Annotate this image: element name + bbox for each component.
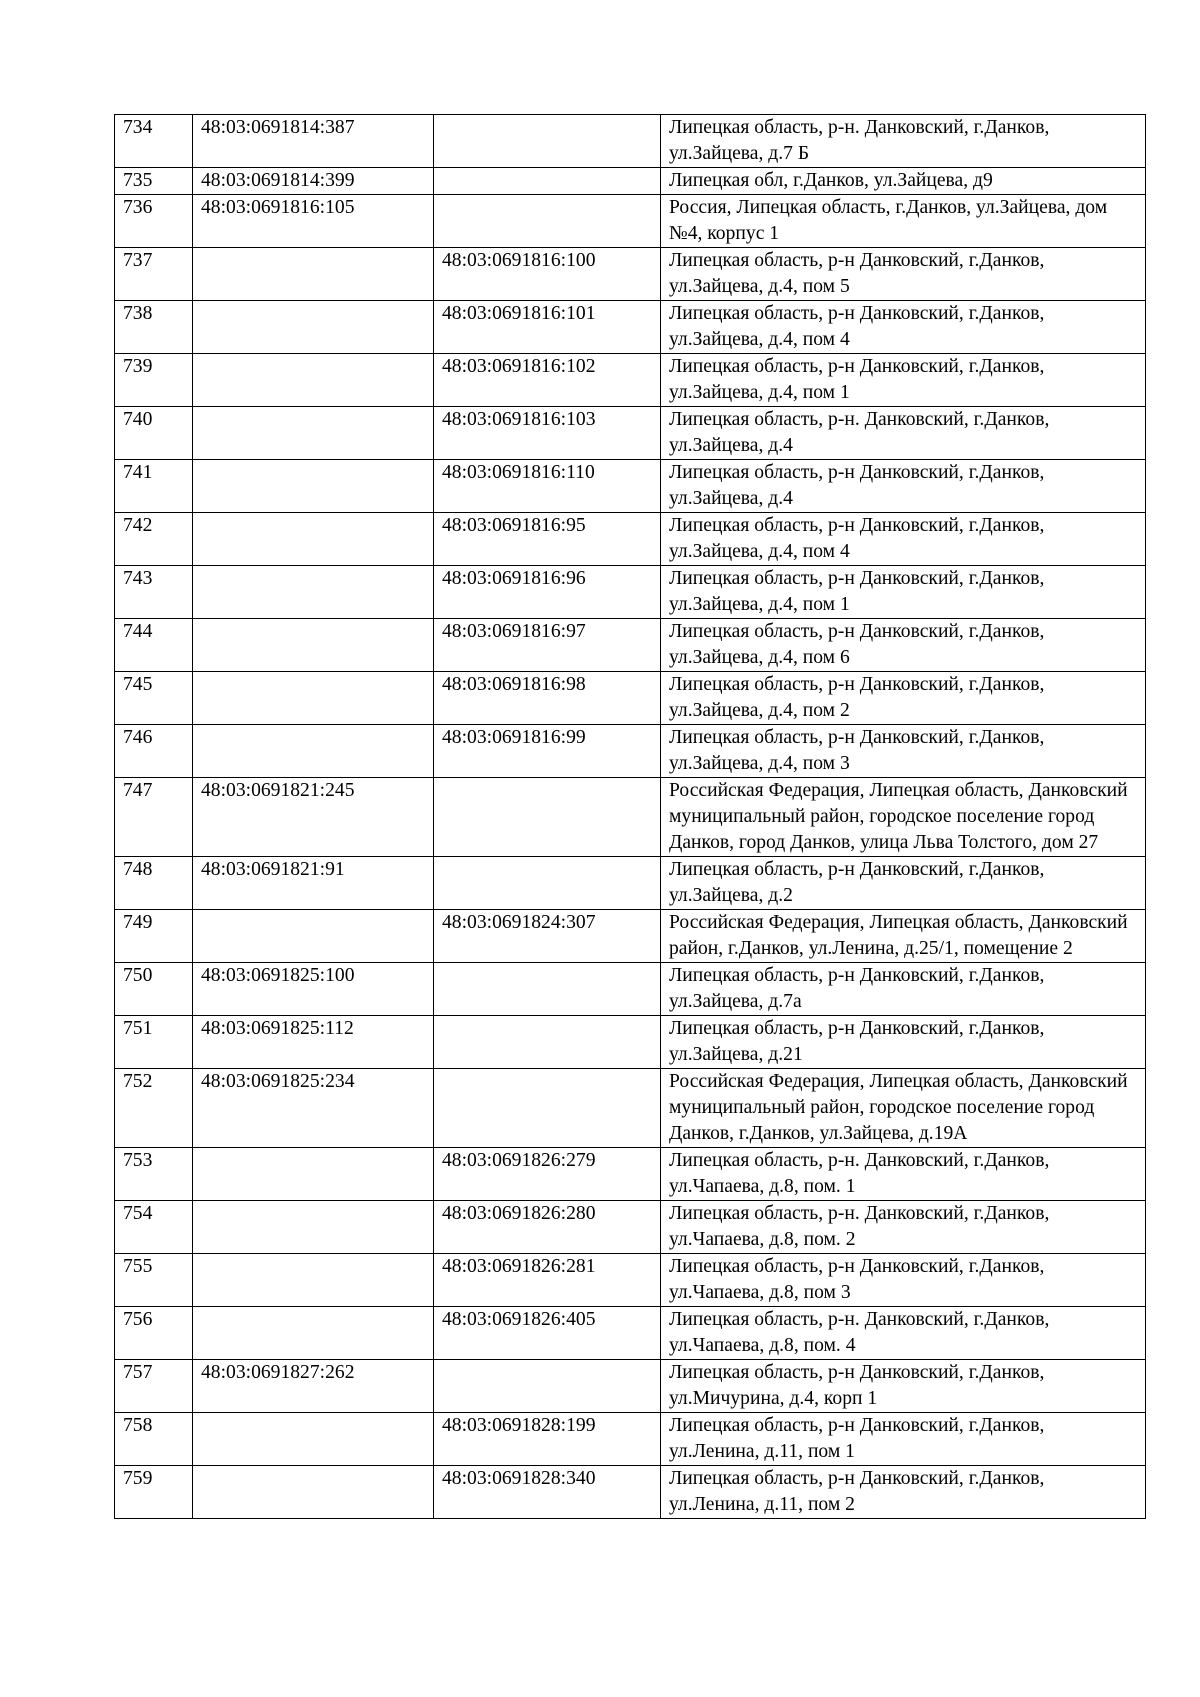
object-cadastral-number-cell: 48:03:0691816:96 — [434, 566, 661, 619]
table-row — [115, 1466, 1146, 1519]
object-cadastral-number-cell: 48:03:0691816:95 — [434, 513, 661, 566]
land-cadastral-number-cell — [193, 407, 434, 460]
object-cadastral-number-cell: 48:03:0691816:98 — [434, 672, 661, 725]
address-cell: Липецкая обл, г.Данков, ул.Зайцева, д9 — [661, 168, 1146, 195]
land-cadastral-number-cell — [193, 460, 434, 513]
land-cadastral-number-cell — [193, 1307, 434, 1360]
table-row — [115, 778, 1146, 857]
object-cadastral-number-cell: 48:03:0691826:281 — [434, 1254, 661, 1307]
table-row — [115, 1413, 1146, 1466]
table-row — [115, 115, 1146, 168]
land-cadastral-number-cell: 48:03:0691821:91 — [193, 857, 434, 910]
object-cadastral-number-cell — [434, 195, 661, 248]
land-cadastral-number-cell: 48:03:0691814:387 — [193, 115, 434, 168]
row-number-cell: 753 — [115, 1148, 193, 1201]
address-cell: Липецкая область, р-н. Данковский, г.Данков, ул.Чапаева, д.8, пом. 1 — [661, 1148, 1146, 1201]
land-cadastral-number-cell — [193, 725, 434, 778]
table-row — [115, 248, 1146, 301]
object-cadastral-number-cell: 48:03:0691816:99 — [434, 725, 661, 778]
row-number-cell: 749 — [115, 910, 193, 963]
table-row — [115, 407, 1146, 460]
address-cell: Липецкая область, р-н. Данковский, г.Данков, ул.Чапаева, д.8, пом. 2 — [661, 1201, 1146, 1254]
table-row — [115, 619, 1146, 672]
object-cadastral-number-cell — [434, 1016, 661, 1069]
document-page — [114, 114, 1145, 1519]
address-cell: Липецкая область, р-н. Данковский, г.Данков, ул.Зайцева, д.7 Б — [661, 115, 1146, 168]
land-cadastral-number-cell: 48:03:0691825:112 — [193, 1016, 434, 1069]
address-cell: Российская Федерация, Липецкая область, Данковский муниципальный район, городское поселение город Данков, город Данков, улица Льва Толстого, дом 27 — [661, 778, 1146, 857]
row-number-cell: 750 — [115, 963, 193, 1016]
object-cadastral-number-cell: 48:03:0691816:110 — [434, 460, 661, 513]
land-cadastral-number-cell — [193, 301, 434, 354]
row-number-cell: 745 — [115, 672, 193, 725]
land-cadastral-number-cell — [193, 910, 434, 963]
row-number-cell: 739 — [115, 354, 193, 407]
object-cadastral-number-cell — [434, 1069, 661, 1148]
address-cell: Россия, Липецкая область, г.Данков, ул.Зайцева, дом №4, корпус 1 — [661, 195, 1146, 248]
row-number-cell: 740 — [115, 407, 193, 460]
row-number-cell: 738 — [115, 301, 193, 354]
row-number-cell: 748 — [115, 857, 193, 910]
land-cadastral-number-cell: 48:03:0691825:100 — [193, 963, 434, 1016]
land-cadastral-number-cell: 48:03:0691825:234 — [193, 1069, 434, 1148]
object-cadastral-number-cell — [434, 115, 661, 168]
table-row — [115, 1307, 1146, 1360]
table-row — [115, 195, 1146, 248]
registry-table-body — [115, 115, 1146, 1519]
row-number-cell: 747 — [115, 778, 193, 857]
object-cadastral-number-cell: 48:03:0691816:102 — [434, 354, 661, 407]
table-row — [115, 1016, 1146, 1069]
land-cadastral-number-cell — [193, 1254, 434, 1307]
table-row — [115, 910, 1146, 963]
table-row — [115, 1201, 1146, 1254]
address-cell: Липецкая область, р-н Данковский, г.Данков, ул.Чапаева, д.8, пом 3 — [661, 1254, 1146, 1307]
address-cell: Липецкая область, р-н Данковский, г.Данков, ул.Зайцева, д.4 — [661, 460, 1146, 513]
land-cadastral-number-cell: 48:03:0691827:262 — [193, 1360, 434, 1413]
table-row — [115, 566, 1146, 619]
address-cell: Липецкая область, р-н Данковский, г.Данков, ул.Зайцева, д.4, пом 4 — [661, 513, 1146, 566]
row-number-cell: 736 — [115, 195, 193, 248]
address-cell: Российская Федерация, Липецкая область, Данковский муниципальный район, городское поселение город Данков, г.Данков, ул.Зайцева, д.19А — [661, 1069, 1146, 1148]
address-cell: Липецкая область, р-н. Данковский, г.Данков, ул.Чапаева, д.8, пом. 4 — [661, 1307, 1146, 1360]
table-row — [115, 857, 1146, 910]
object-cadastral-number-cell — [434, 1360, 661, 1413]
land-cadastral-number-cell — [193, 566, 434, 619]
address-cell: Липецкая область, р-н Данковский, г.Данков, ул.Мичурина, д.4, корп 1 — [661, 1360, 1146, 1413]
address-cell: Российская Федерация, Липецкая область, Данковский район, г.Данков, ул.Ленина, д.25/1, помещение 2 — [661, 910, 1146, 963]
address-cell: Липецкая область, р-н Данковский, г.Данков, ул.Зайцева, д.4, пом 1 — [661, 566, 1146, 619]
land-cadastral-number-cell — [193, 1201, 434, 1254]
object-cadastral-number-cell: 48:03:0691828:199 — [434, 1413, 661, 1466]
land-cadastral-number-cell — [193, 1413, 434, 1466]
land-cadastral-number-cell — [193, 1148, 434, 1201]
address-cell: Липецкая область, р-н Данковский, г.Данков, ул.Зайцева, д.4, пом 2 — [661, 672, 1146, 725]
object-cadastral-number-cell: 48:03:0691826:279 — [434, 1148, 661, 1201]
table-row — [115, 513, 1146, 566]
object-cadastral-number-cell: 48:03:0691828:340 — [434, 1466, 661, 1519]
registry-table — [114, 114, 1146, 1519]
land-cadastral-number-cell: 48:03:0691816:105 — [193, 195, 434, 248]
address-cell: Липецкая область, р-н. Данковский, г.Данков, ул.Зайцева, д.4 — [661, 407, 1146, 460]
table-row — [115, 963, 1146, 1016]
land-cadastral-number-cell — [193, 248, 434, 301]
land-cadastral-number-cell — [193, 672, 434, 725]
row-number-cell: 757 — [115, 1360, 193, 1413]
table-row — [115, 725, 1146, 778]
row-number-cell: 758 — [115, 1413, 193, 1466]
address-cell: Липецкая область, р-н Данковский, г.Данков, ул.Зайцева, д.4, пом 1 — [661, 354, 1146, 407]
table-row — [115, 1069, 1146, 1148]
row-number-cell: 755 — [115, 1254, 193, 1307]
land-cadastral-number-cell — [193, 619, 434, 672]
row-number-cell: 742 — [115, 513, 193, 566]
address-cell: Липецкая область, р-н Данковский, г.Данков, ул.Зайцева, д.21 — [661, 1016, 1146, 1069]
object-cadastral-number-cell: 48:03:0691816:103 — [434, 407, 661, 460]
object-cadastral-number-cell — [434, 778, 661, 857]
table-row — [115, 1360, 1146, 1413]
object-cadastral-number-cell: 48:03:0691816:97 — [434, 619, 661, 672]
land-cadastral-number-cell — [193, 354, 434, 407]
land-cadastral-number-cell — [193, 513, 434, 566]
address-cell: Липецкая область, р-н Данковский, г.Данков, ул.Зайцева, д.7а — [661, 963, 1146, 1016]
address-cell: Липецкая область, р-н Данковский, г.Данков, ул.Зайцева, д.4, пом 6 — [661, 619, 1146, 672]
object-cadastral-number-cell: 48:03:0691816:100 — [434, 248, 661, 301]
row-number-cell: 752 — [115, 1069, 193, 1148]
address-cell: Липецкая область, р-н Данковский, г.Данков, ул.Зайцева, д.2 — [661, 857, 1146, 910]
object-cadastral-number-cell: 48:03:0691826:405 — [434, 1307, 661, 1360]
land-cadastral-number-cell — [193, 1466, 434, 1519]
address-cell: Липецкая область, р-н Данковский, г.Данков, ул.Ленина, д.11, пом 1 — [661, 1413, 1146, 1466]
table-row — [115, 301, 1146, 354]
object-cadastral-number-cell — [434, 168, 661, 195]
row-number-cell: 743 — [115, 566, 193, 619]
row-number-cell: 759 — [115, 1466, 193, 1519]
row-number-cell: 751 — [115, 1016, 193, 1069]
land-cadastral-number-cell: 48:03:0691814:399 — [193, 168, 434, 195]
table-row — [115, 168, 1146, 195]
row-number-cell: 734 — [115, 115, 193, 168]
object-cadastral-number-cell — [434, 963, 661, 1016]
object-cadastral-number-cell — [434, 857, 661, 910]
table-row — [115, 672, 1146, 725]
table-row — [115, 1254, 1146, 1307]
object-cadastral-number-cell: 48:03:0691826:280 — [434, 1201, 661, 1254]
address-cell: Липецкая область, р-н Данковский, г.Данков, ул.Ленина, д.11, пом 2 — [661, 1466, 1146, 1519]
row-number-cell: 744 — [115, 619, 193, 672]
table-row — [115, 1148, 1146, 1201]
address-cell: Липецкая область, р-н Данковский, г.Данков, ул.Зайцева, д.4, пом 3 — [661, 725, 1146, 778]
row-number-cell: 737 — [115, 248, 193, 301]
row-number-cell: 754 — [115, 1201, 193, 1254]
row-number-cell: 741 — [115, 460, 193, 513]
land-cadastral-number-cell: 48:03:0691821:245 — [193, 778, 434, 857]
row-number-cell: 756 — [115, 1307, 193, 1360]
object-cadastral-number-cell: 48:03:0691816:101 — [434, 301, 661, 354]
row-number-cell: 746 — [115, 725, 193, 778]
table-row — [115, 460, 1146, 513]
address-cell: Липецкая область, р-н Данковский, г.Данков, ул.Зайцева, д.4, пом 5 — [661, 248, 1146, 301]
row-number-cell: 735 — [115, 168, 193, 195]
address-cell: Липецкая область, р-н Данковский, г.Данков, ул.Зайцева, д.4, пом 4 — [661, 301, 1146, 354]
object-cadastral-number-cell: 48:03:0691824:307 — [434, 910, 661, 963]
table-row — [115, 354, 1146, 407]
